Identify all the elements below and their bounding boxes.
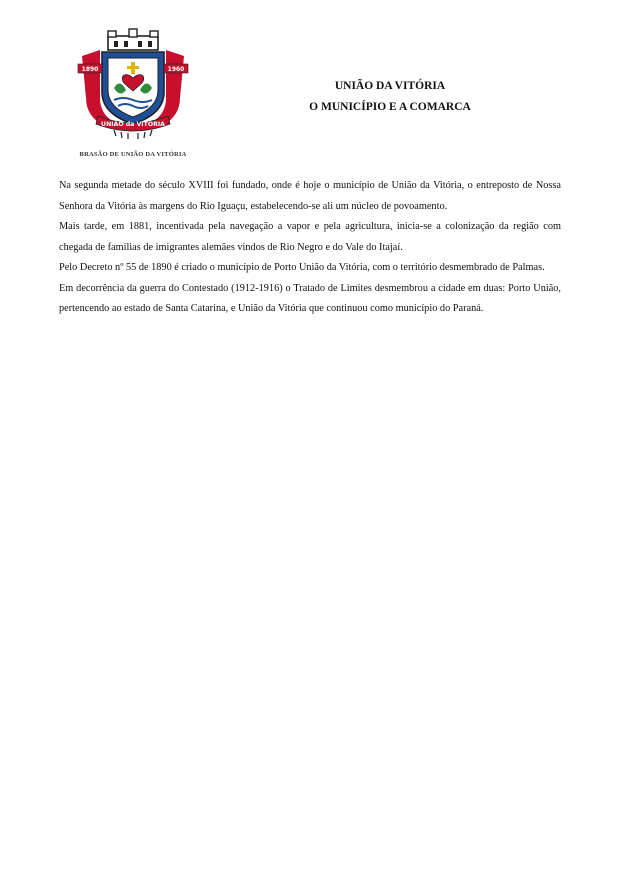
coat-of-arms-icon xyxy=(74,28,192,140)
paragraph-4: Em decorrência da guerra do Contestado (1912-1916) o Tratado de Limites desmembrou a cidade em duas: Porto União, pertencendo ao estado de Santa Catarina, e União da Vitória que continuou como município do Paraná. xyxy=(59,282,561,314)
year-right: 1960 xyxy=(167,66,185,73)
ribbon-text: UNIÃO da VITÓRIA xyxy=(101,121,165,128)
page-title xyxy=(290,76,490,118)
paragraph-1: Na segunda metade do século XVIII foi fundado, onde é hoje o município de União da Vitória, o entreposto de Nossa Senhora da Vitória às margens do Rio Iguaçu, estabelecendo-se ali um núcleo de povoamento. xyxy=(59,180,561,212)
paragraph-2: Mais tarde, em 1881, incentivada pela navegação a vapor e pela agricultura, inicia-se a colonização da região com chegada de famílias de imigrantes alemães vindos de Rio Negro e do Vale do Itajaí. xyxy=(59,221,561,253)
emblem-caption: BRASÃO DE UNIÃO DA VITÓRIA xyxy=(79,151,187,158)
paragraph-3: Pelo Decreto nº 55 de 1890 é criado o município de Porto União da Vitória, com o território desmembrado de Palmas. xyxy=(59,262,545,273)
year-left: 1890 xyxy=(81,66,99,73)
title-line-1: UNIÃO DA VITÓRIA xyxy=(334,80,446,92)
title-line-2: O MUNICÍPIO E A COMARCA xyxy=(309,101,471,113)
coat-of-arms xyxy=(74,28,192,140)
document-body xyxy=(59,176,561,320)
